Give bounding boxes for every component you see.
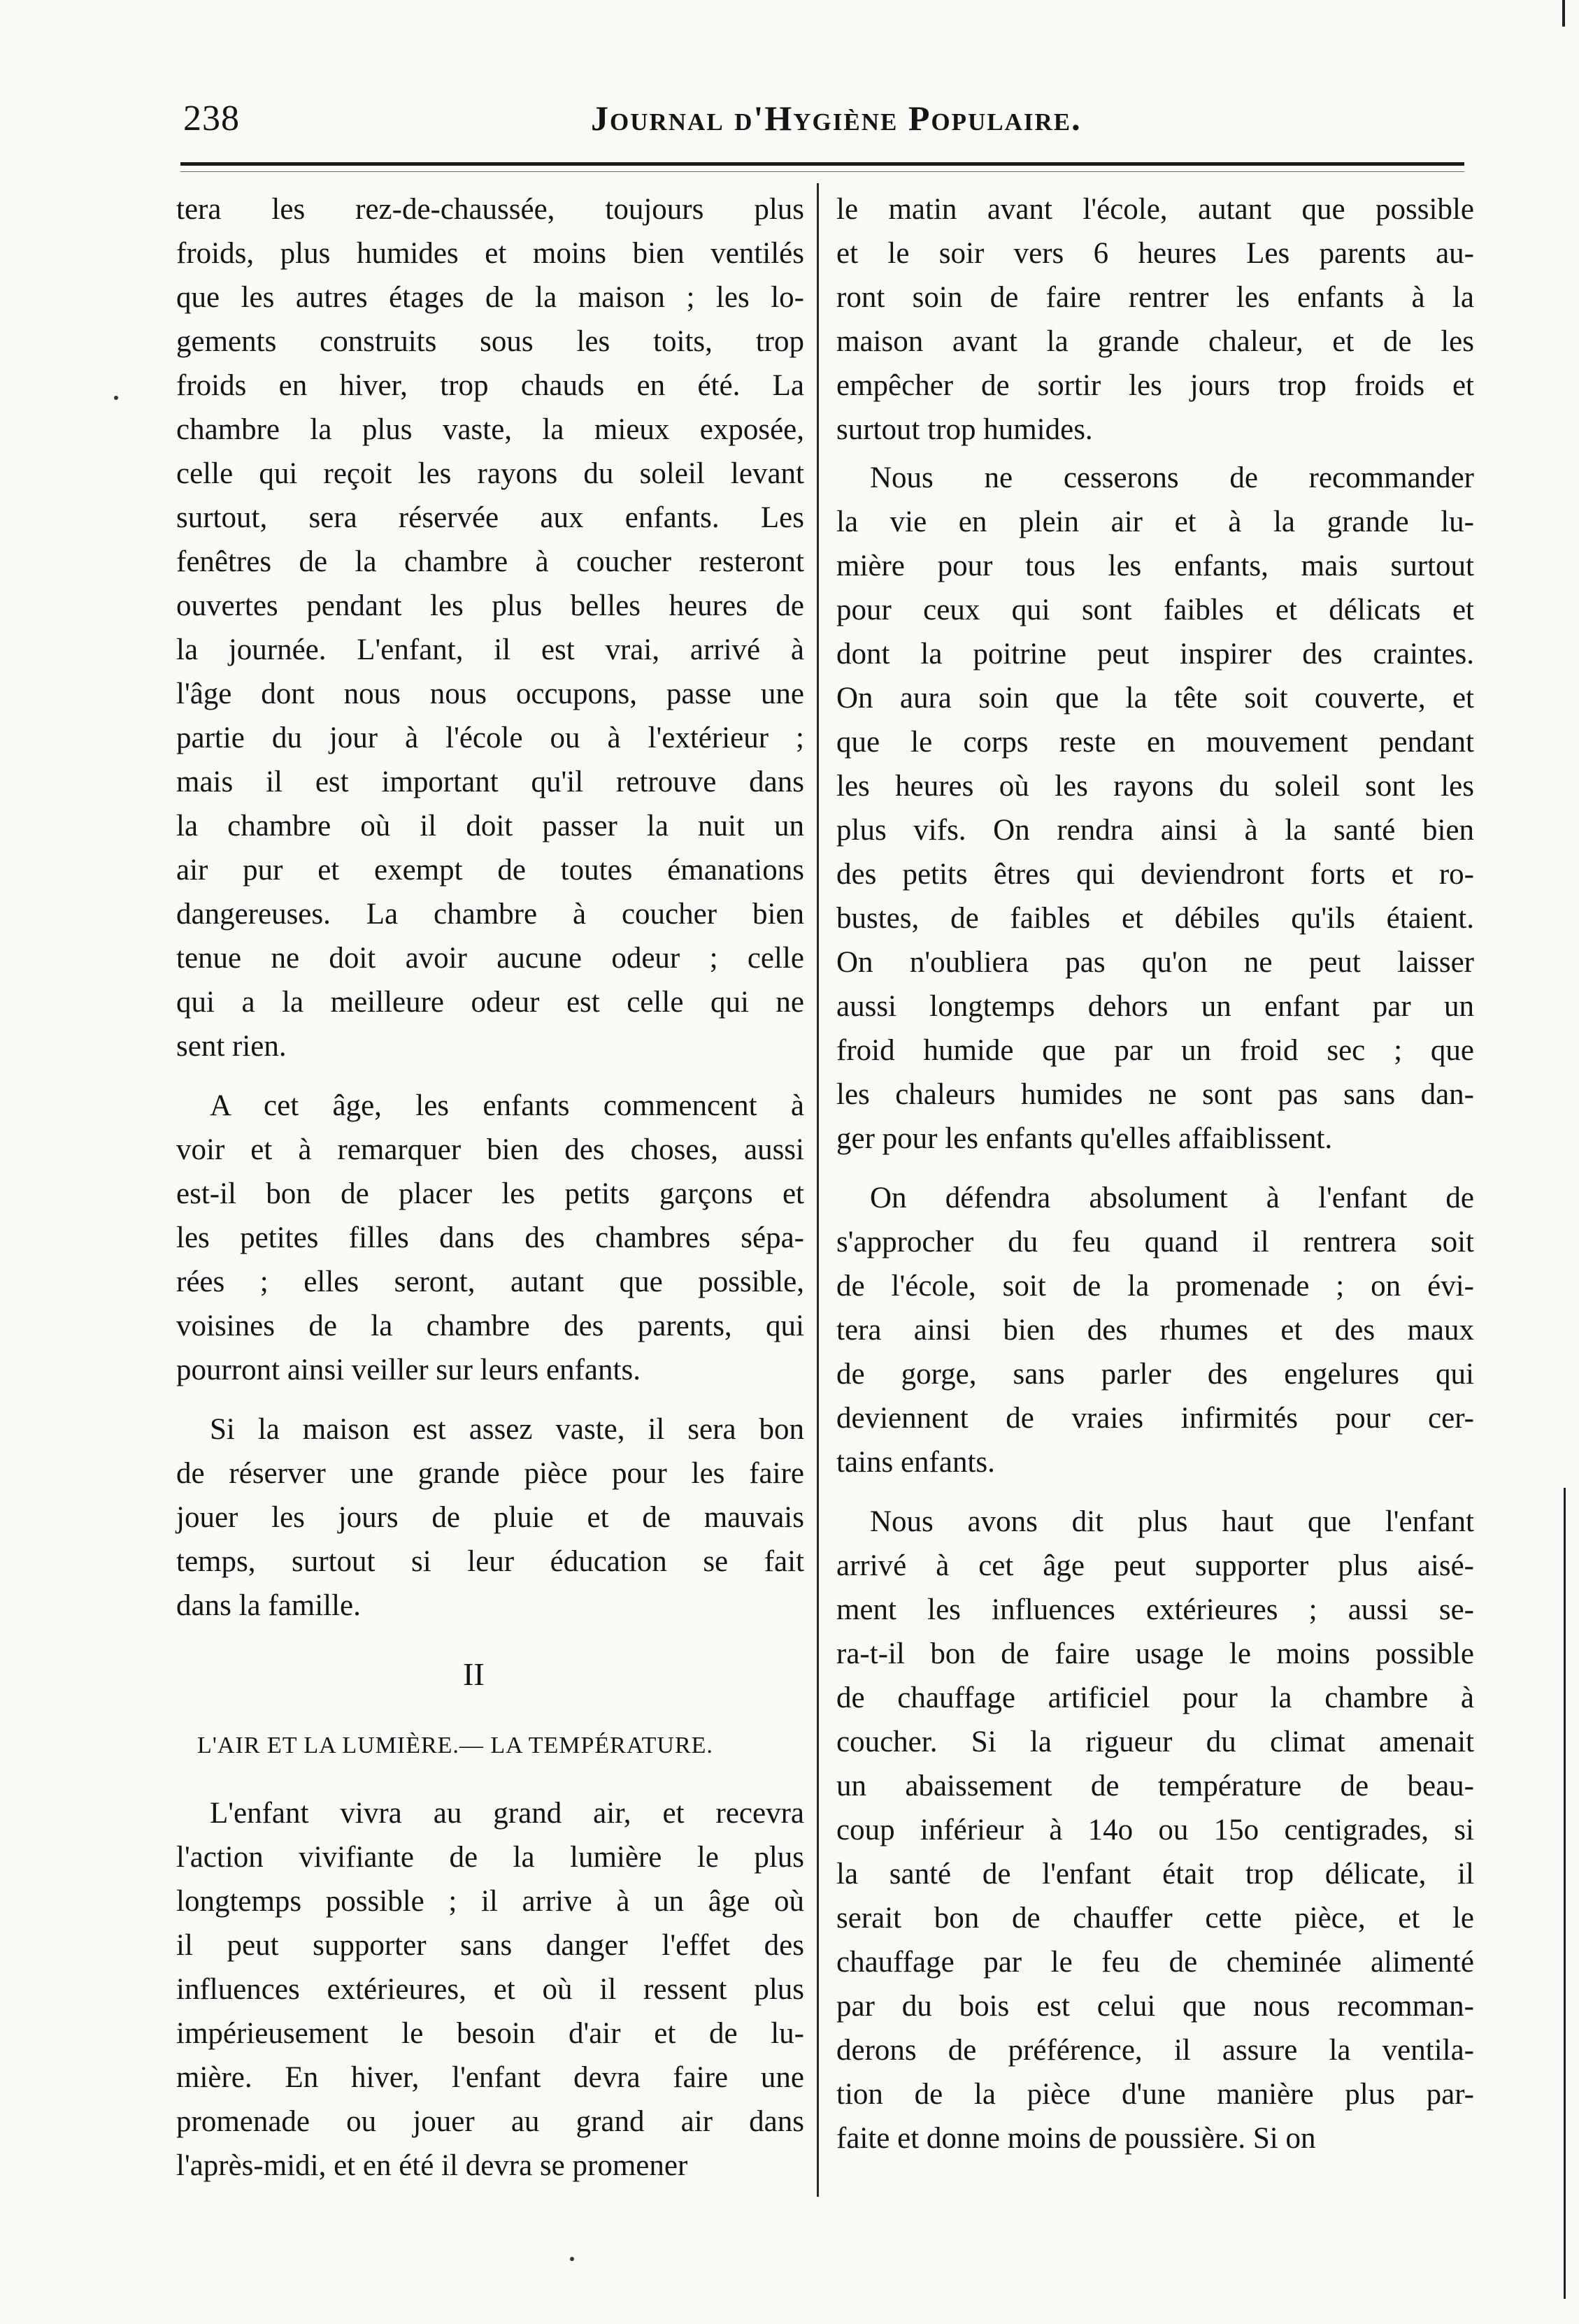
text-line: ra-t-il bon de faire usage le moins possible bbox=[836, 1637, 1474, 1670]
text-line: empêcher de sortir les jours trop froids et bbox=[836, 369, 1474, 402]
left-paragraph-1 bbox=[176, 187, 804, 1068]
left-column-lower bbox=[176, 1791, 804, 2188]
text-line: les petites filles dans des chambres sépa- bbox=[176, 1221, 804, 1254]
margin-mark-top bbox=[1562, 0, 1565, 27]
text-line: et le soir vers 6 heures Les parents au- bbox=[836, 237, 1474, 270]
running-title: Journal d'Hygiène Populaire. bbox=[591, 99, 1082, 138]
text-line: les chaleurs humides ne sont pas sans dan- bbox=[836, 1078, 1474, 1111]
bullet-dot-left bbox=[114, 396, 118, 400]
text-line: les heures où les rayons du soleil sont les bbox=[836, 770, 1474, 803]
text-line: mière pour tous les enfants, mais surtout bbox=[836, 550, 1474, 582]
text-line: froid humide que par un froid sec ; que bbox=[836, 1034, 1474, 1067]
text-line: chambre la plus vaste, la mieux exposée, bbox=[176, 413, 804, 446]
text-line: gements construits sous les toits, trop bbox=[176, 325, 804, 358]
text-line: pourront ainsi veiller sur leurs enfants. bbox=[176, 1354, 641, 1386]
text-line: Si la maison est assez vaste, il sera bon bbox=[210, 1413, 804, 1446]
text-line: tenue ne doit avoir aucune odeur ; celle bbox=[176, 942, 804, 975]
text-line: influences extérieures, et où il ressent plus bbox=[176, 1973, 804, 2006]
text-line: chauffage par le feu de cheminée alimenté bbox=[836, 1946, 1474, 1979]
text-line: celle qui reçoit les rayons du soleil levant bbox=[176, 457, 804, 490]
text-line: dont la poitrine peut inspirer des craintes. bbox=[836, 638, 1474, 670]
text-line: froids, plus humides et moins bien ventilés bbox=[176, 237, 804, 270]
text-line: de réserver une grande pièce pour les faire bbox=[176, 1457, 804, 1490]
text-line: On aura soin que la tête soit couverte, et bbox=[836, 682, 1474, 715]
right-paragraph-2 bbox=[836, 456, 1474, 1161]
text-line: tera ainsi bien des rhumes et des maux bbox=[836, 1314, 1474, 1347]
text-line: maison avant la grande chaleur, et de les bbox=[836, 325, 1474, 358]
text-line: impérieusement le besoin d'air et de lu- bbox=[176, 2017, 804, 2050]
right-paragraph-1 bbox=[836, 187, 1474, 452]
section-number: II bbox=[463, 1656, 485, 1692]
text-line: mais il est important qu'il retrouve dans bbox=[176, 766, 804, 798]
text-line: coucher. Si la rigueur du climat amenait bbox=[836, 1726, 1474, 1758]
text-line: voisines de la chambre des parents, qui bbox=[176, 1310, 804, 1342]
text-line: l'âge dont nous nous occupons, passe une bbox=[176, 677, 804, 710]
text-line: aussi longtemps dehors un enfant par un bbox=[836, 990, 1474, 1023]
text-line: A cet âge, les enfants commencent à bbox=[210, 1089, 804, 1122]
right-column bbox=[836, 187, 1474, 2160]
text-line: pour ceux qui sont faibles et délicats et bbox=[836, 594, 1474, 626]
header-rule bbox=[180, 162, 1464, 166]
text-line: tion de la pièce d'une manière plus par- bbox=[836, 2078, 1474, 2111]
section-heading: L'AIR ET LA LUMIÈRE.— LA TEMPÉRATURE. bbox=[197, 1733, 713, 1758]
text-line: que les autres étages de la maison ; les lo- bbox=[176, 281, 804, 314]
text-line: surtout trop humides. bbox=[836, 413, 1093, 446]
text-line: ront soin de faire rentrer les enfants à la bbox=[836, 281, 1474, 314]
text-line: partie du jour à l'école ou à l'extérieur ; bbox=[176, 722, 804, 754]
text-line: rées ; elles seront, autant que possible, bbox=[176, 1265, 804, 1298]
text-line: la santé de l'enfant était trop délicate, il bbox=[836, 1858, 1474, 1891]
right-paragraph-3 bbox=[836, 1176, 1474, 1484]
text-line: s'approcher du feu quand il rentrera soit bbox=[836, 1226, 1474, 1258]
column-divider bbox=[817, 183, 819, 2197]
text-line: la journée. L'enfant, il est vrai, arrivé à bbox=[176, 633, 804, 666]
text-line: surtout, sera réservée aux enfants. Les bbox=[176, 501, 804, 534]
text-line: sent rien. bbox=[176, 1030, 287, 1063]
text-line: promenade ou jouer au grand air dans bbox=[176, 2105, 804, 2138]
text-line: coup inférieur à 14o ou 15o centigrades, si bbox=[836, 1814, 1474, 1846]
left-column bbox=[176, 187, 804, 1628]
text-line: On n'oubliera pas qu'on ne peut laisser bbox=[836, 946, 1474, 979]
bullet-dot-bottom bbox=[570, 2257, 574, 2261]
text-line: dans la famille. bbox=[176, 1589, 361, 1622]
text-line: L'enfant vivra au grand air, et recevra bbox=[210, 1797, 804, 1830]
text-line: froids en hiver, trop chauds en été. La bbox=[176, 369, 804, 402]
text-line: un abaissement de température de beau- bbox=[836, 1770, 1474, 1802]
text-line: deviennent de vraies infirmités pour cer- bbox=[836, 1402, 1474, 1435]
text-line: est-il bon de placer les petits garçons et bbox=[176, 1177, 804, 1210]
text-line: Nous ne cesserons de recommander bbox=[870, 461, 1474, 494]
text-line: arrivé à cet âge peut supporter plus aisé- bbox=[836, 1549, 1474, 1582]
text-line: la vie en plein air et à la grande lu- bbox=[836, 505, 1474, 538]
text-line: temps, surtout si leur éducation se fait bbox=[176, 1545, 804, 1578]
text-line: qui a la meilleure odeur est celle qui ne bbox=[176, 986, 804, 1019]
text-line: tains enfants. bbox=[836, 1446, 995, 1479]
text-line: par du bois est celui que nous recomman- bbox=[836, 1990, 1474, 2023]
left-paragraph-3 bbox=[176, 1407, 804, 1628]
left-paragraph-2 bbox=[176, 1084, 804, 1392]
text-line: dangereuses. La chambre à coucher bien bbox=[176, 898, 804, 931]
header-rule-thin bbox=[180, 171, 1464, 172]
text-line: l'après-midi, et en été il devra se promener bbox=[176, 2149, 688, 2182]
text-line: que le corps reste en mouvement pendant bbox=[836, 726, 1474, 759]
page-number: 238 bbox=[183, 99, 240, 138]
text-line: On défendra absolument à l'enfant de bbox=[870, 1182, 1474, 1214]
text-line: bustes, de faibles et débiles qu'ils étaient. bbox=[836, 902, 1474, 935]
text-line: le matin avant l'école, autant que possible bbox=[836, 193, 1474, 226]
text-line: l'action vivifiante de la lumière le plus bbox=[176, 1841, 804, 1874]
text-line: il peut supporter sans danger l'effet des bbox=[176, 1929, 804, 1962]
text-line: air pur et exempt de toutes émanations bbox=[176, 854, 804, 887]
text-line: plus vifs. On rendra ainsi à la santé bien bbox=[836, 814, 1474, 847]
text-line: faite et donne moins de poussière. Si on bbox=[836, 2122, 1316, 2155]
text-line: de l'école, soit de la promenade ; on évi- bbox=[836, 1270, 1474, 1303]
text-line: fenêtres de la chambre à coucher resteront bbox=[176, 545, 804, 578]
text-line: de gorge, sans parler des engelures qui bbox=[836, 1358, 1474, 1391]
text-line: derons de préférence, il assure la ventila- bbox=[836, 2034, 1474, 2067]
left-paragraph-4 bbox=[176, 1791, 804, 2188]
text-line: de chauffage artificiel pour la chambre à bbox=[836, 1681, 1474, 1714]
text-line: serait bon de chauffer cette pièce, et le bbox=[836, 1902, 1474, 1935]
text-line: ment les influences extérieures ; aussi se- bbox=[836, 1593, 1474, 1626]
text-line: mière. En hiver, l'enfant devra faire une bbox=[176, 2061, 804, 2094]
text-line: ouvertes pendant les plus belles heures de bbox=[176, 589, 804, 622]
right-paragraph-4 bbox=[836, 1500, 1474, 2160]
margin-mark-right bbox=[1564, 1488, 1566, 2299]
text-line: jouer les jours de pluie et de mauvais bbox=[176, 1501, 804, 1534]
text-line: des petits êtres qui deviendront forts et ro- bbox=[836, 858, 1474, 891]
text-line: tera les rez-de-chaussée, toujours plus bbox=[176, 193, 804, 226]
text-line: Nous avons dit plus haut que l'enfant bbox=[870, 1505, 1474, 1538]
text-line: voir et à remarquer bien des choses, aussi bbox=[176, 1133, 804, 1166]
text-line: longtemps possible ; il arrive à un âge où bbox=[176, 1885, 804, 1918]
text-line: ger pour les enfants qu'elles affaiblissent. bbox=[836, 1122, 1333, 1155]
text-line: la chambre où il doit passer la nuit un bbox=[176, 810, 804, 842]
